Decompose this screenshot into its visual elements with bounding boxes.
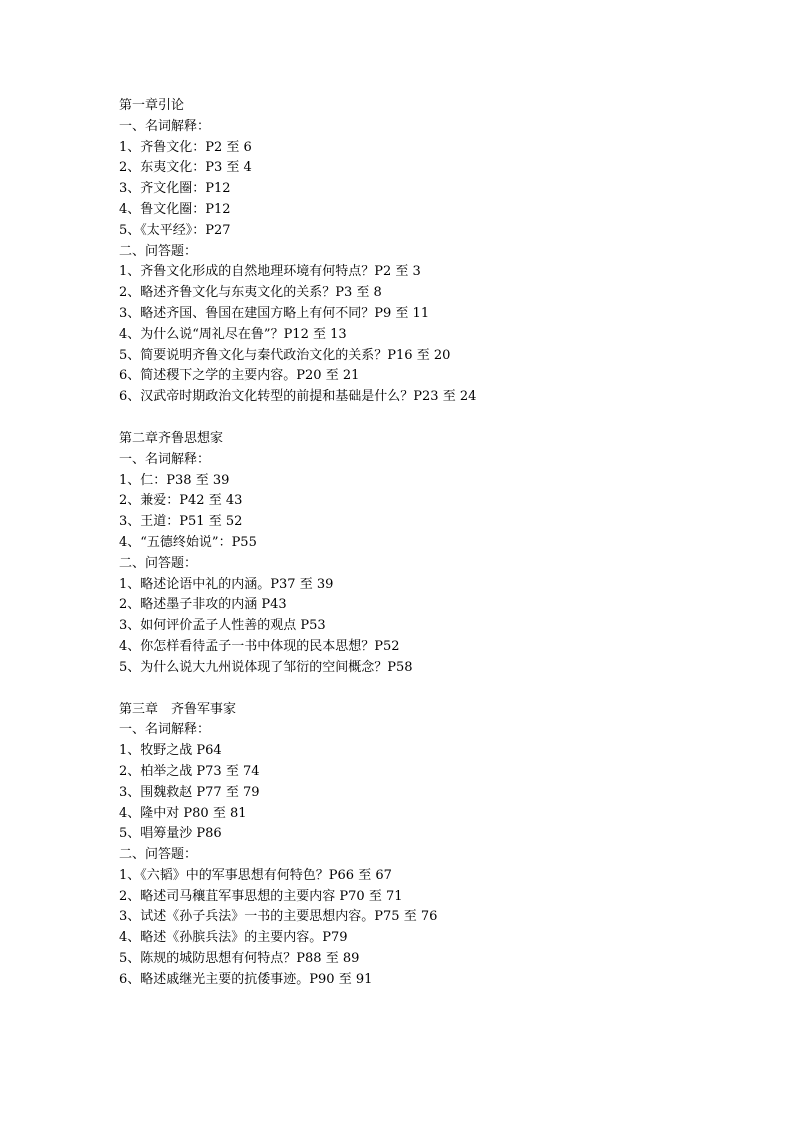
list-item: 3、王道：P51 至 52 (119, 514, 243, 530)
list-item: 2、略述司马穰苴军事思想的主要内容 P70 至 71 (119, 888, 403, 904)
list-item: 1、齐鲁文化：P2 至 6 (119, 139, 252, 155)
list-item: 5、为什么说大九州说体现了邹衍的空间概念？P58 (119, 659, 413, 675)
list-item: 5、唱筹量沙 P86 (119, 826, 222, 842)
list-item: 5、《太平经》：P27 (119, 222, 231, 238)
section-heading: 二、问答题： (119, 243, 198, 259)
list-item: 2、兼爱：P42 至 43 (119, 493, 243, 509)
list-item: 1、牧野之战 P64 (119, 743, 222, 759)
chapter-title: 第二章齐鲁思想家 (119, 430, 224, 446)
list-item: 3、略述齐国、鲁国在建国方略上有何不同？P9 至 11 (119, 305, 430, 321)
list-item: 6、汉武帝时期政治文化转型的前提和基础是什么？P23 至 24 (119, 389, 477, 405)
chapter-2 (119, 429, 759, 679)
section-heading: 一、名词解释： (119, 722, 211, 738)
list-item: 4、你怎样看待孟子一书中体现的民本思想？P52 (119, 638, 400, 654)
list-item: 4、“五德终始说”：P55 (119, 534, 257, 550)
section-heading: 二、问答题： (119, 555, 198, 571)
list-item: 6、略述戚继光主要的抗倭事迹。P90 至 91 (119, 971, 373, 987)
list-item: 1、《六韬》中的军事思想有何特色？P66 至 67 (119, 867, 392, 883)
section-heading: 一、名词解释： (119, 451, 211, 467)
list-item: 3、齐文化圈：P12 (119, 181, 231, 197)
list-item: 5、陈规的城防思想有何特点？P88 至 89 (119, 951, 360, 967)
chapter-title: 第一章引论 (119, 98, 185, 113)
list-item: 2、柏举之战 P73 至 74 (119, 763, 260, 779)
list-item: 4、为什么说“周礼尽在鲁”？P12 至 13 (119, 326, 347, 342)
list-item: 6、简述稷下之学的主要内容。P20 至 21 (119, 368, 360, 384)
chapter-1 (119, 96, 759, 408)
section-heading: 二、问答题： (119, 847, 198, 863)
list-item: 2、略述齐鲁文化与东夷文化的关系？P3 至 8 (119, 285, 382, 301)
list-item: 1、仁：P38 至 39 (119, 472, 230, 488)
list-item: 3、如何评价孟子人性善的观点 P53 (119, 618, 326, 634)
list-item: 4、略述《孙膑兵法》的主要内容。P79 (119, 930, 348, 946)
list-item: 2、略述墨子非攻的内涵 P43 (119, 597, 287, 613)
list-item: 1、齐鲁文化形成的自然地理环境有何特点？P2 至 3 (119, 264, 421, 280)
chapter-3 (119, 700, 759, 991)
chapter-title: 第三章 齐鲁军事家 (119, 701, 237, 717)
list-item: 4、隆中对 P80 至 81 (119, 805, 247, 821)
list-item: 2、东夷文化：P3 至 4 (119, 160, 252, 176)
list-item: 4、鲁文化圈：P12 (119, 201, 231, 217)
list-item: 3、试述《孙子兵法》一书的主要思想内容。P75 至 76 (119, 909, 438, 925)
list-item: 5、简要说明齐鲁文化与秦代政治文化的关系？P16 至 20 (119, 347, 451, 363)
list-item: 1、略述论语中礼的内涵。P37 至 39 (119, 576, 334, 592)
document-page (119, 96, 759, 991)
list-item: 3、围魏救赵 P77 至 79 (119, 784, 260, 800)
section-heading: 一、名词解释： (119, 118, 211, 134)
